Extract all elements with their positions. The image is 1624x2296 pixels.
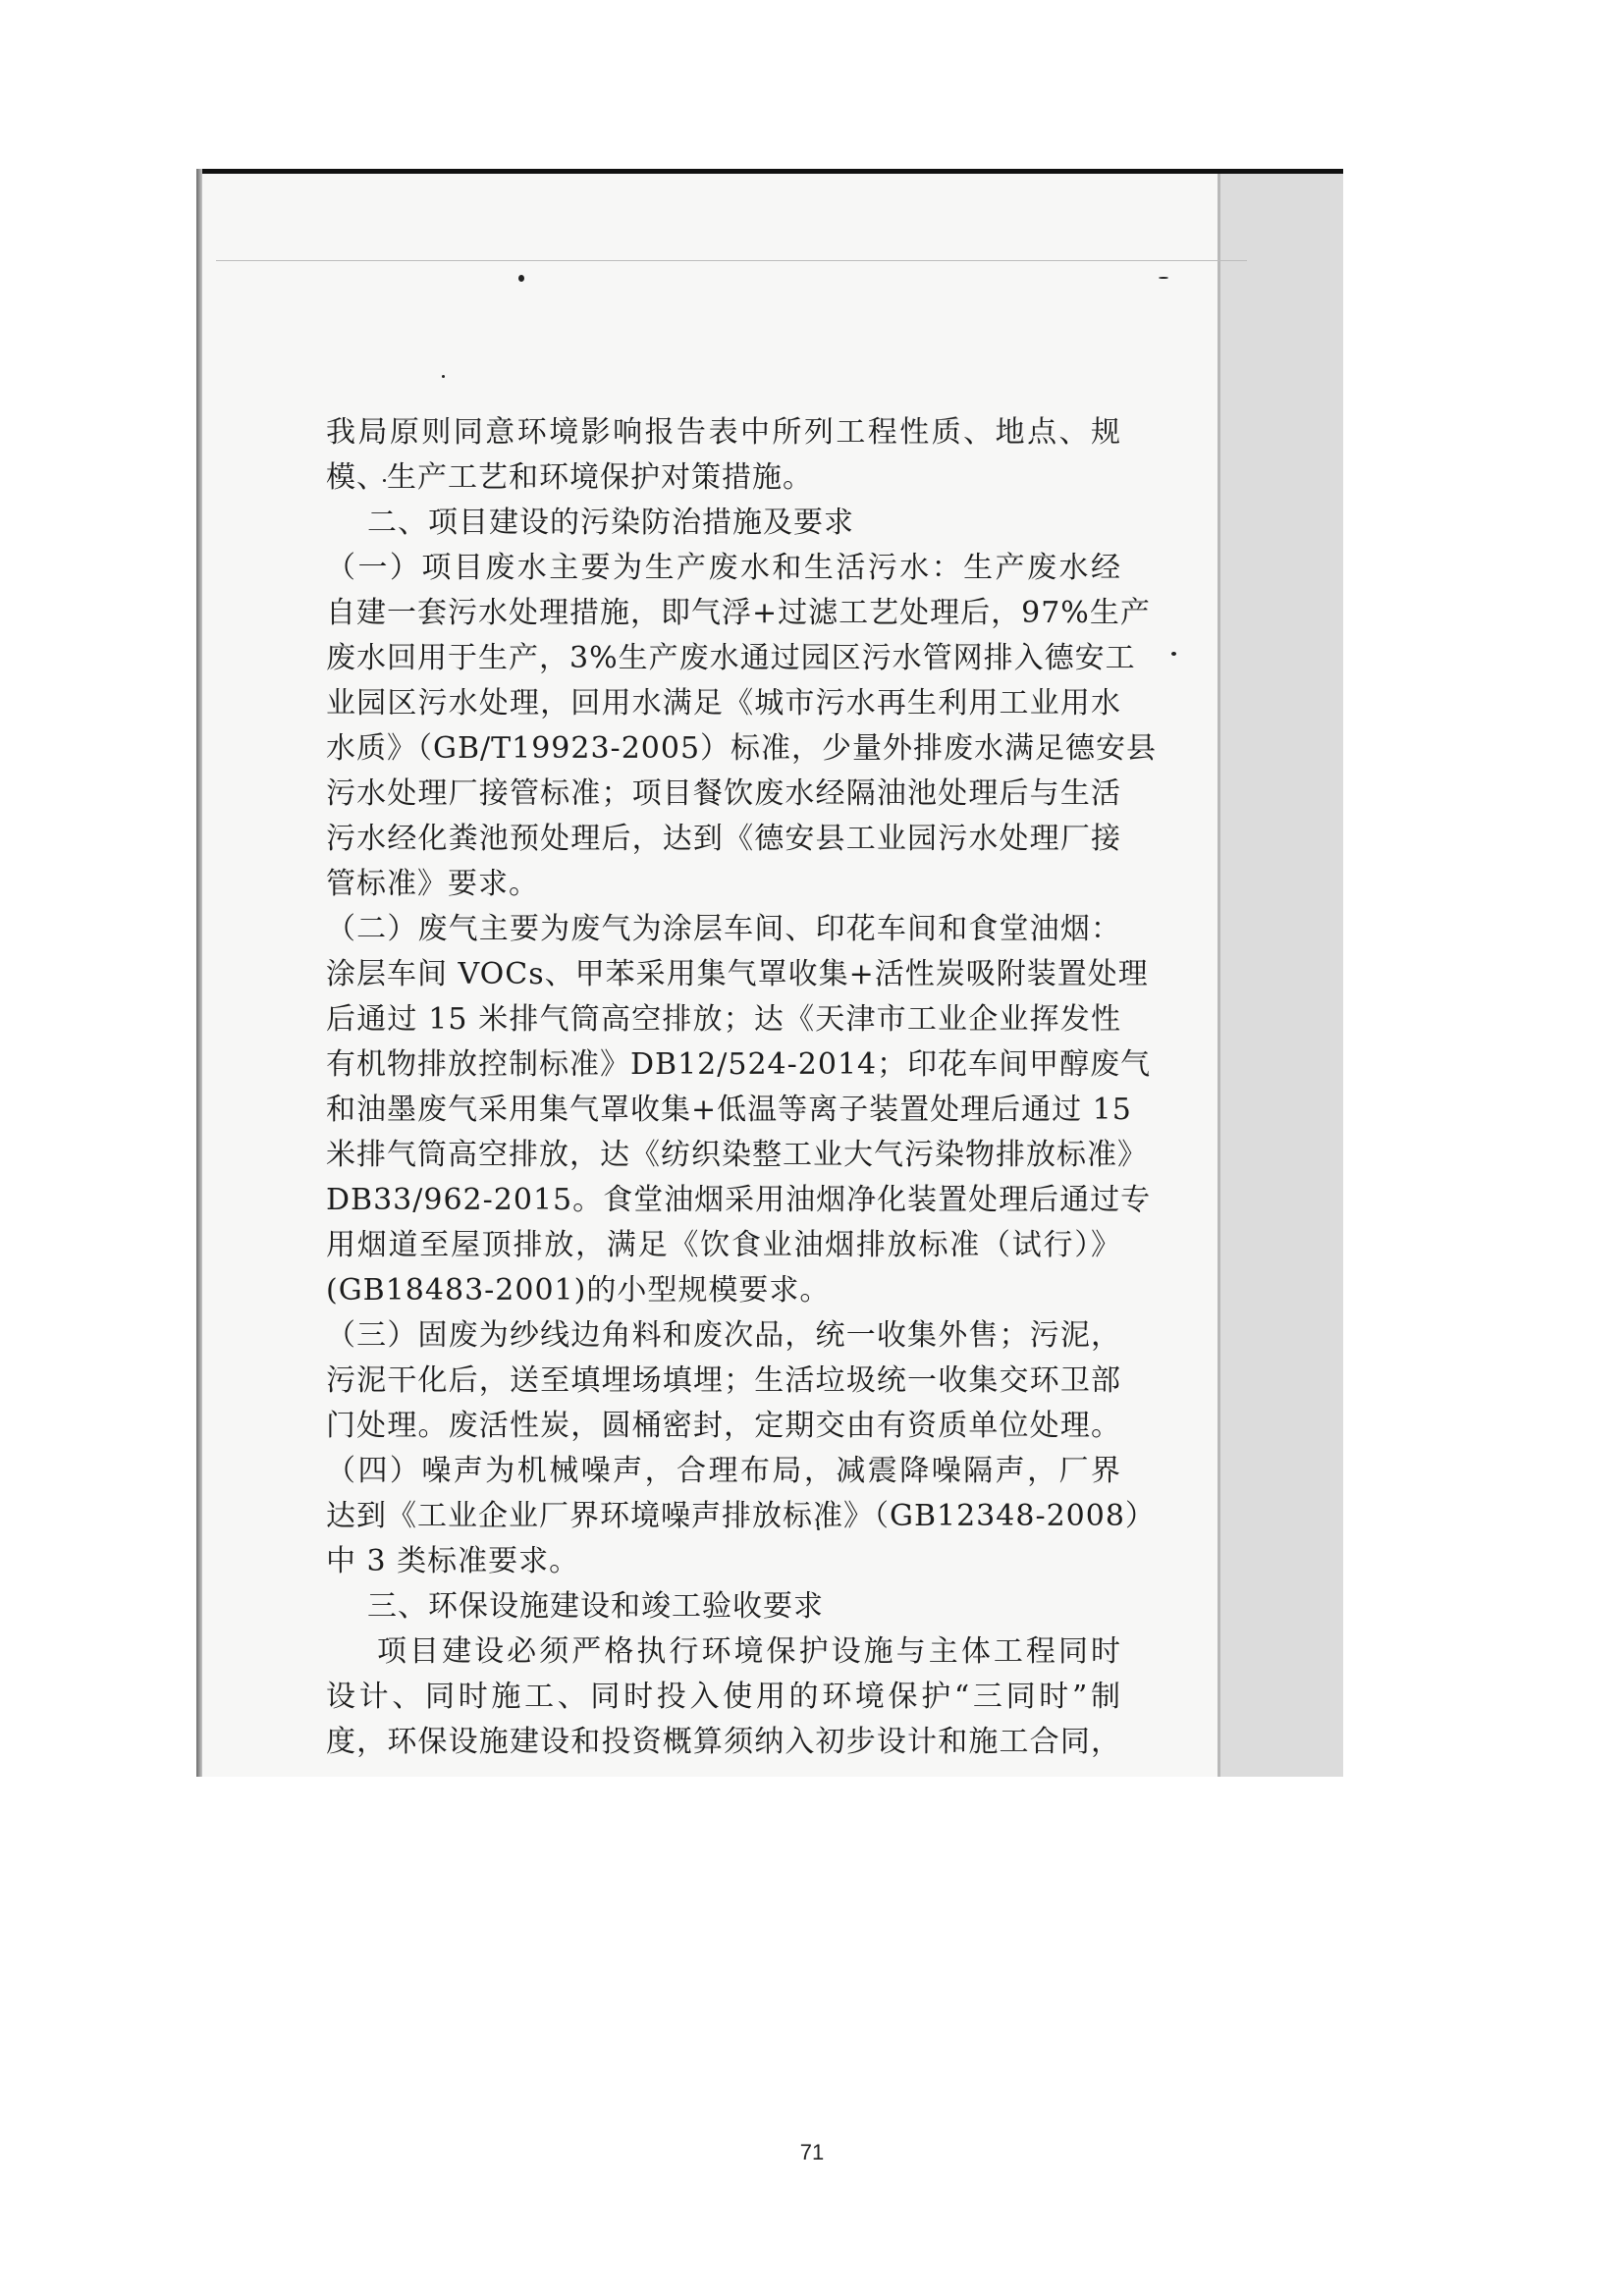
text-line: 模、生产工艺和环境保护对策措施。 (326, 460, 813, 495)
text-line: 米排气筒高空排放，达《纺织染整工业大气污染物排放标准》 (326, 1138, 1148, 1172)
text-line: 废水回用于生产，3%生产废水通过园区污水管网排入德安工 (326, 641, 1136, 675)
text-line: 污水处理厂接管标准；项目餐饮废水经隔油池处理后与生活 (326, 776, 1121, 811)
text-line: （四）噪声为机械噪声，合理布局，减震降噪隔声，厂界 (326, 1454, 1121, 1488)
text-line: 管标准》要求。 (326, 867, 539, 901)
text-line: 中 3 类标准要求。 (326, 1544, 580, 1578)
text-line: 达到《工业企业厂界环境噪声排放标准》（GB12348-2008） (326, 1499, 1156, 1533)
text-line: 涂层车间 VOCs、甲苯采用集气罩收集+活性炭吸附装置处理 (326, 957, 1149, 991)
text-line: 项目建设必须严格执行环境保护设施与主体工程同时 (377, 1634, 1121, 1669)
text-line: 门处理。废活性炭，圆桶密封，定期交由有资质单位处理。 (326, 1409, 1121, 1443)
page-number: 71 (799, 2140, 825, 2164)
section-heading: 二、项目建设的污染防治措施及要求 (367, 506, 854, 540)
text-line: 设计、同时施工、同时投入使用的环境保护“三同时”制 (326, 1680, 1121, 1714)
text-line: DB33/962-2015。食堂油烟采用油烟净化装置处理后通过专 (326, 1183, 1152, 1217)
text-line: 后通过 15 米排气筒高空排放；达《天津市工业企业挥发性 (326, 1002, 1121, 1037)
text-line: 污泥干化后，送至填埋场填埋；生活垃圾统一收集交环卫部 (326, 1363, 1121, 1398)
text-line: 度，环保设施建设和投资概算须纳入初步设计和施工合同， (326, 1725, 1121, 1759)
section-heading: 三、环保设施建设和竣工验收要求 (367, 1589, 824, 1624)
text-line: 污水经化粪池预处理后，达到《德安县工业园污水处理厂接 (326, 822, 1121, 856)
text-line: （三）固废为纱线边角料和废次品，统一收集外售；污泥， (326, 1318, 1121, 1353)
text-line: （二）废气主要为废气为涂层车间、印花车间和食堂油烟： (326, 912, 1121, 946)
text-line: （一）项目废水主要为生产废水和生活污水：生产废水经 (326, 551, 1121, 585)
text-line: 有机物排放控制标准》DB12/524-2014；印花车间甲醇废气 (326, 1047, 1152, 1082)
text-line: 用烟道至屋顶排放，满足《饮食业油烟排放标准（试行）》 (326, 1228, 1121, 1262)
text-line: (GB18483-2001)的小型规模要求。 (326, 1273, 831, 1308)
text-line: 业园区污水处理，回用水满足《城市污水再生利用工业用水 (326, 686, 1121, 721)
text-line: 自建一套污水处理措施，即气浮+过滤工艺处理后，97%生产 (326, 596, 1151, 630)
text-line: 我局原则同意环境影响报告表中所列工程性质、地点、规 (326, 415, 1121, 450)
text-line: 水质》（GB/T19923-2005）标准，少量外排废水满足德安县 (326, 731, 1158, 766)
text-line: 和油墨废气采用集气罩收集+低温等离子装置处理后通过 15 (326, 1093, 1132, 1127)
